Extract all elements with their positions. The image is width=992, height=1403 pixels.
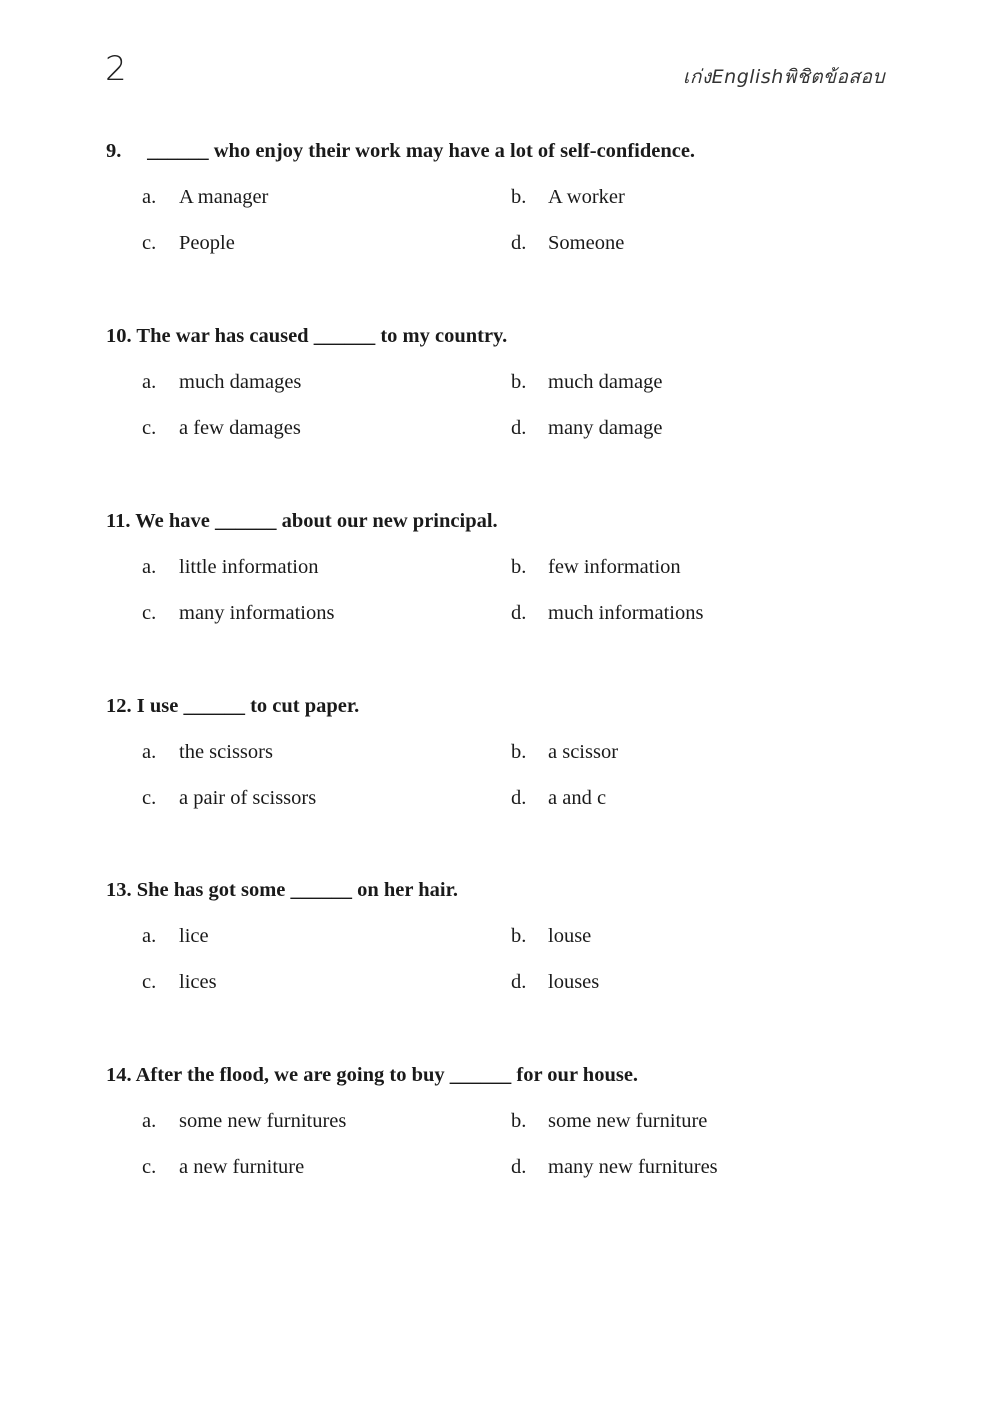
question-text: ______ who enjoy their work may have a lot of self-confidence. — [147, 140, 696, 162]
question-14 — [0, 1062, 992, 1222]
option-text: a few damages — [179, 417, 301, 439]
option-text: many new furnitures — [548, 1156, 718, 1178]
option-text: lice — [179, 925, 209, 947]
option-letter: c. — [142, 232, 157, 254]
page-number: 2 — [105, 49, 127, 89]
question-number: 14. — [106, 1064, 132, 1086]
option-letter: d. — [511, 787, 527, 809]
option-letter: b. — [511, 741, 527, 763]
question-text: I use ______ to cut paper. — [136, 695, 360, 717]
question-9 — [0, 138, 992, 298]
option-letter: a. — [142, 1110, 157, 1132]
question-stem — [106, 508, 498, 534]
option-letter: b. — [511, 925, 527, 947]
option-letter: d. — [511, 232, 527, 254]
option-text: a new furniture — [179, 1156, 305, 1178]
option-letter: b. — [511, 371, 527, 393]
option-letter: c. — [142, 787, 157, 809]
option-letter: c. — [142, 417, 157, 439]
option-text: many damage — [548, 417, 663, 439]
option-text: few information — [548, 556, 681, 578]
question-text: She has got some ______ on her hair. — [136, 879, 458, 901]
option-text: a and c — [548, 787, 607, 809]
option-letter: a. — [142, 371, 157, 393]
option-text: a pair of scissors — [179, 787, 317, 809]
option-text: some new furnitures — [179, 1110, 347, 1132]
question-12 — [0, 693, 992, 853]
question-number: 11. — [106, 510, 131, 532]
option-letter: a. — [142, 741, 157, 763]
question-13 — [0, 877, 992, 1037]
question-stem — [106, 1062, 638, 1088]
option-letter: b. — [511, 556, 527, 578]
option-text: the scissors — [179, 741, 273, 763]
running-header-title: เก่งEnglishพิชิตข้อสอบ — [682, 66, 885, 88]
option-text: People — [179, 232, 235, 254]
option-text: much informations — [548, 602, 704, 624]
question-stem — [106, 138, 695, 164]
option-letter: c. — [142, 1156, 157, 1178]
option-text: little information — [179, 556, 319, 578]
option-letter: a. — [142, 186, 157, 208]
option-text: Someone — [548, 232, 625, 254]
option-letter: d. — [511, 417, 527, 439]
option-text: A worker — [548, 186, 625, 208]
question-10 — [0, 323, 992, 483]
option-letter: b. — [511, 1110, 527, 1132]
option-letter: a. — [142, 556, 157, 578]
option-text: much damages — [179, 371, 302, 393]
option-letter: c. — [142, 602, 157, 624]
question-stem — [106, 323, 507, 349]
option-letter: b. — [511, 186, 527, 208]
option-text: lices — [179, 971, 217, 993]
option-text: much damage — [548, 371, 663, 393]
option-text: a scissor — [548, 741, 619, 763]
question-stem — [106, 877, 458, 903]
question-number: 10. — [106, 325, 132, 347]
option-text: many informations — [179, 602, 335, 624]
option-letter: c. — [142, 971, 157, 993]
question-number: 13. — [106, 879, 132, 901]
question-text: The war has caused ______ to my country. — [136, 325, 508, 347]
question-number: 9. — [106, 140, 122, 162]
question-stem — [106, 693, 359, 719]
question-number: 12. — [106, 695, 132, 717]
question-11 — [0, 508, 992, 668]
question-text: After the flood, we are going to buy ______ for our house. — [135, 1064, 639, 1086]
option-text: some new furniture — [548, 1110, 708, 1132]
question-text: We have ______ about our new principal. — [135, 510, 498, 532]
option-letter: a. — [142, 925, 157, 947]
option-text: louse — [548, 925, 592, 947]
option-letter: d. — [511, 1156, 527, 1178]
option-text: louses — [548, 971, 600, 993]
option-text: A manager — [179, 186, 269, 208]
option-letter: d. — [511, 602, 527, 624]
option-letter: d. — [511, 971, 527, 993]
